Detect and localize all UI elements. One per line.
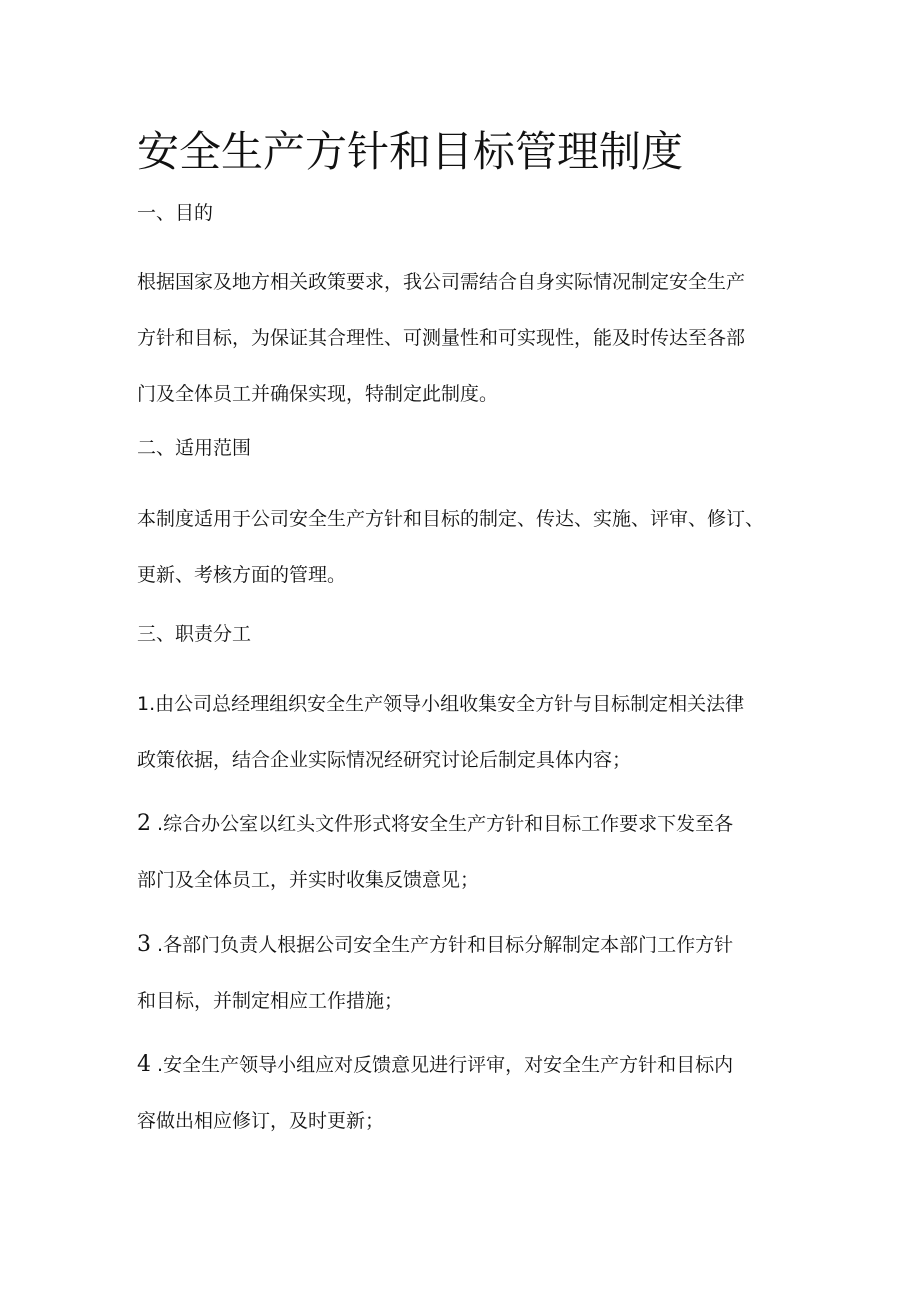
paragraph-line: 根据国家及地方相关政策要求，我公司需结合自身实际情况制定安全生产 (137, 271, 746, 293)
document-title: 安全生产方针和目标管理制度 (137, 127, 684, 176)
paragraph-line: 更新、考核方面的管理。 (137, 564, 347, 586)
section-paragraph-purpose (137, 254, 799, 422)
list-item-line: 1.由公司总经理组织安全生产领导小组收集安全方针与目标制定相关法律 (137, 693, 745, 715)
list-item (137, 917, 799, 1029)
list-item (137, 676, 799, 788)
section-paragraph-scope (137, 491, 799, 603)
paragraph-line: 本制度适用于公司安全生产方针和目标的制定、传达、实施、评审、修订、 (137, 508, 765, 530)
list-item (137, 796, 799, 908)
section-heading-scope: 二、适用范围 (137, 437, 252, 459)
list-item-line: 政策依据，结合企业实际情况经研究讨论后制定具体内容； (137, 749, 632, 771)
list-item-line: 4 .安全生产领导小组应对反馈意见进行评审，对安全生产方针和目标内 (137, 1052, 734, 1077)
list-item-line: 和目标，并制定相应工作措施； (137, 990, 404, 1012)
list-item-number: 1. (137, 693, 156, 715)
list-item-number: 3 (137, 932, 151, 957)
list-item (137, 1037, 799, 1149)
list-item-number: 2 (137, 811, 151, 836)
section-heading-purpose: 一、目的 (137, 202, 214, 224)
list-item-line: 容做出相应修订，及时更新； (137, 1110, 385, 1132)
list-item-line: 3 .各部门负责人根据公司安全生产方针和目标分解制定本部门工作方针 (137, 932, 734, 957)
section-heading-responsibilities: 三、职责分工 (137, 623, 252, 645)
paragraph-line: 门及全体员工并确保实现，特制定此制度。 (137, 383, 499, 405)
list-item-line: 部门及全体员工，并实时收集反馈意见； (137, 869, 480, 891)
paragraph-line: 方针和目标，为保证其合理性、可测量性和可实现性，能及时传达至各部 (137, 327, 746, 349)
list-item-line: 2 .综合办公室以红头文件形式将安全生产方针和目标工作要求下发至各 (137, 811, 734, 836)
list-item-number: 4 (137, 1052, 151, 1077)
